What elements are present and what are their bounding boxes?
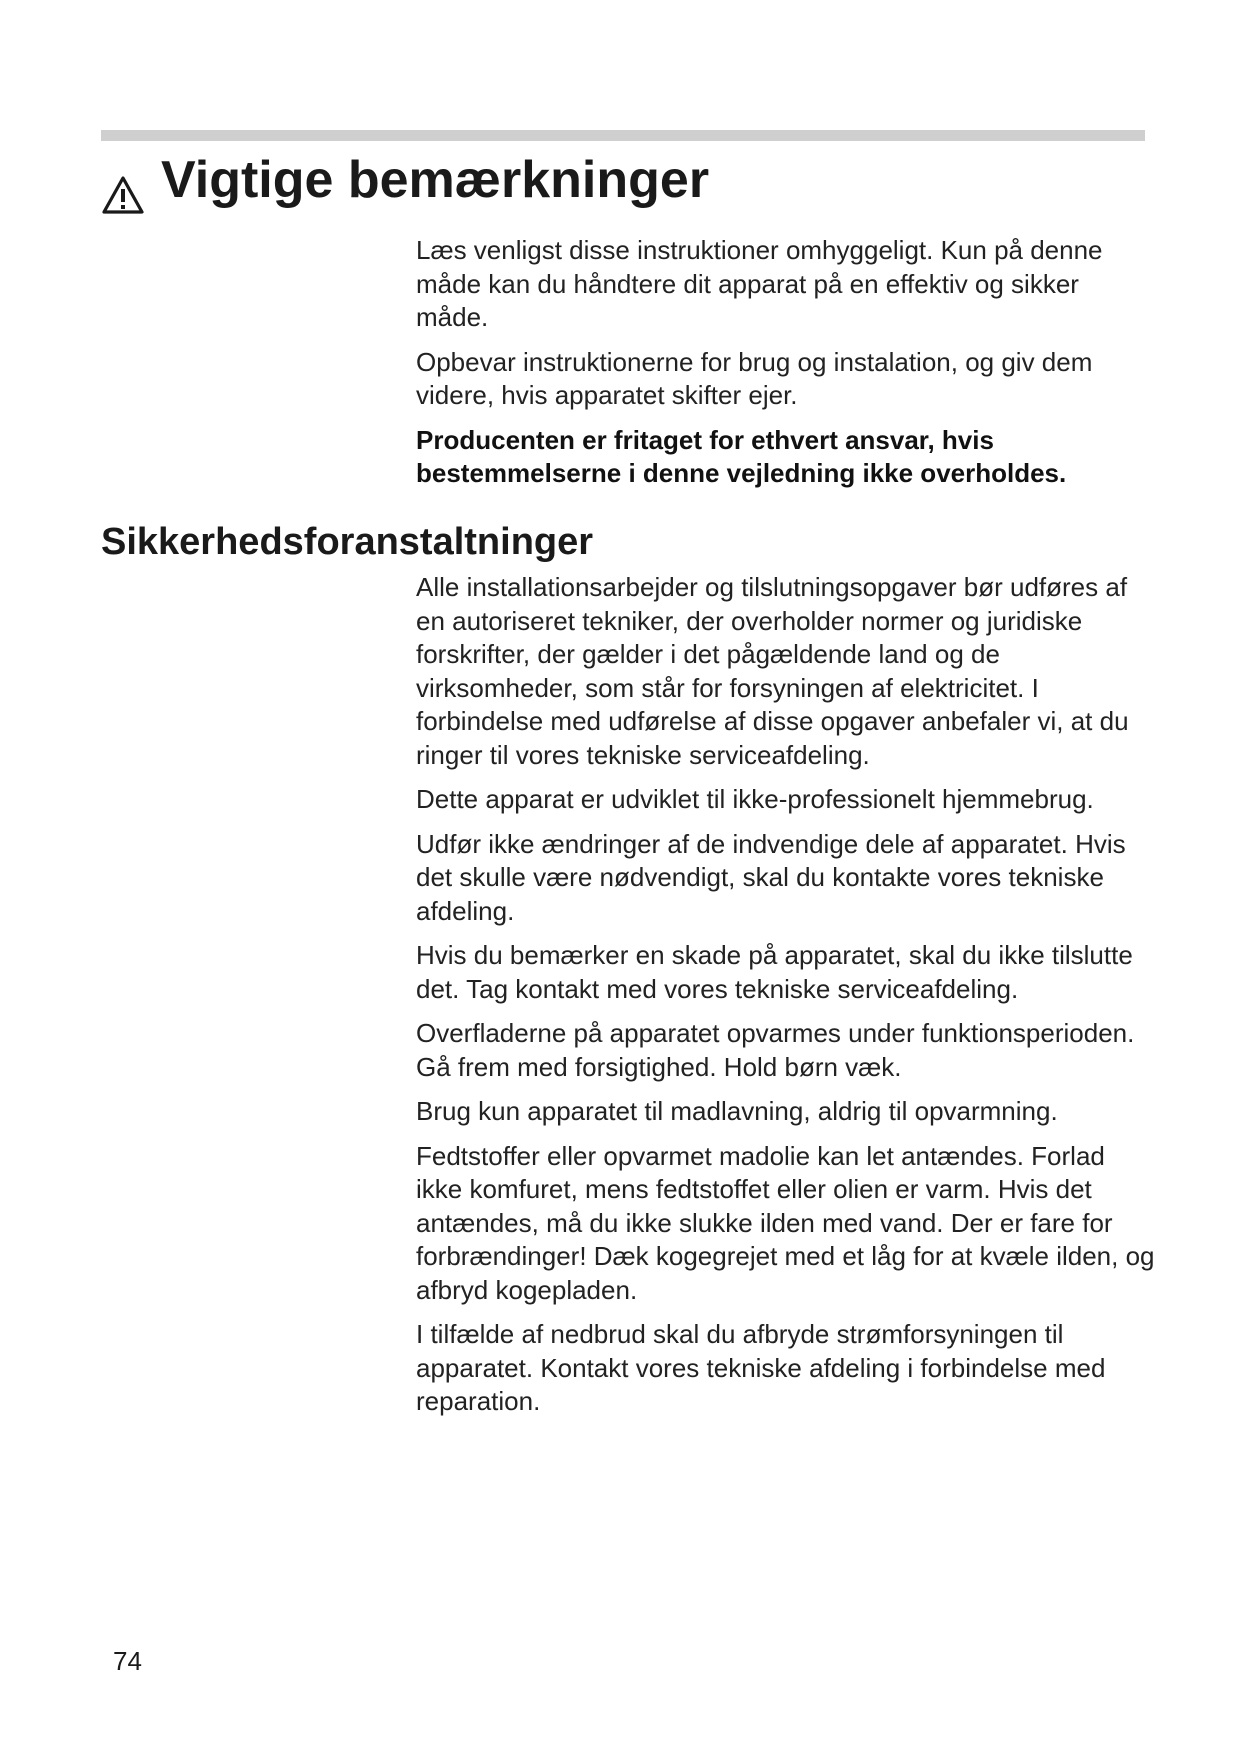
- safety-paragraph: Alle installationsarbejder og tilslutningsopgaver bør udføres af en autoriseret tekniker, der overholder normer og juridiske forskrifter, der gælder i det pågældende land og de virksomheder, som står for forsyningen af elektricitet. I forbindelse med udførelse af disse opgaver anbefaler vi, at du ringer til vores tekniske serviceafdeling.: [416, 572, 1129, 770]
- safety-paragraph: Overfladerne på apparatet opvarmes under funktionsperioden. Gå frem med forsigtighed. Hold børn væk.: [416, 1018, 1135, 1082]
- safety-paragraph: Udfør ikke ændringer af de indvendige dele af apparatet. Hvis det skulle være nødvendigt, skal du kontakte vores tekniske afdeling.: [416, 828, 1126, 926]
- intro-paragraph: Læs venligst disse instruktioner omhyggeligt. Kun på denne måde kan du håndtere dit apparat på en effektiv og sikker måde.: [416, 235, 1103, 332]
- page-number: 74: [113, 1646, 142, 1676]
- warning-triangle-icon: [101, 162, 145, 202]
- intro-section: [416, 234, 1156, 502]
- safety-paragraph: I tilfælde af nedbrud skal du afbryde strømforsyningen til apparatet. Kontakt vores tekniske afdeling i forbindelse med reparation.: [416, 1319, 1106, 1416]
- liability-notice: Producenten er fritaget for ethvert ansvar, hvis bestemmelserne i denne vejledning ikke overholdes.: [416, 424, 1067, 488]
- safety-paragraph: Fedtstoffer eller opvarmet madolie kan let antændes. Forlad ikke komfuret, mens fedtstoffet eller olien er varm. Hvis det antændes, må du ikke slukke ilden med vand. Der er fare for forbrændinger! Dæk kogegrejet med et låg for at kvæle ilden, og afbryd kogepladen.: [416, 1140, 1155, 1305]
- safety-section: [416, 571, 1156, 1430]
- safety-paragraph: Hvis du bemærker en skade på apparatet, skal du ikke tilslutte det. Tag kontakt med vores tekniske serviceafdeling.: [416, 940, 1133, 1004]
- intro-paragraph: Opbevar instruktionerne for brug og instalation, og giv dem videre, hvis apparatet skifter ejer.: [416, 346, 1093, 410]
- top-divider: [101, 130, 1145, 141]
- safety-paragraph: Brug kun apparatet til madlavning, aldrig til opvarmning.: [416, 1096, 1058, 1126]
- page-title: [101, 144, 709, 216]
- section-heading: Sikkerhedsforanstaltninger: [101, 521, 594, 563]
- safety-paragraph: Dette apparat er udviklet til ikke-professionelt hjemmebrug.: [416, 784, 1094, 814]
- page-title-text: Vigtige bemærkninger: [161, 151, 710, 209]
